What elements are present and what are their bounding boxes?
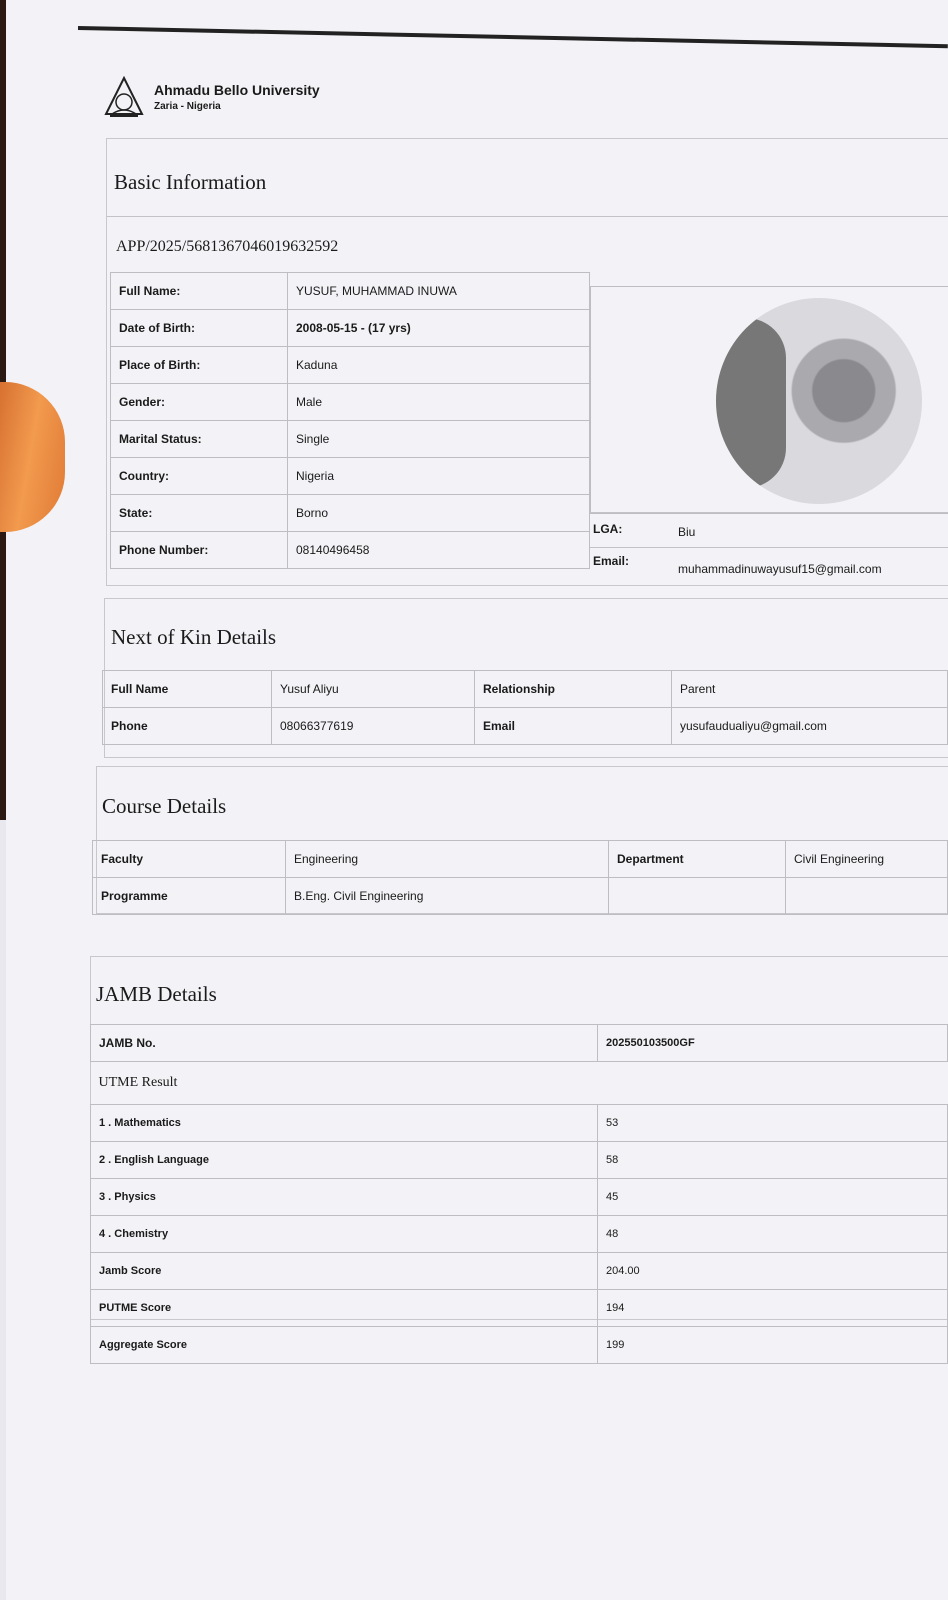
email-field xyxy=(593,554,629,568)
programme-value: B.Eng. Civil Engineering xyxy=(286,878,609,915)
kin-phone-value: 08066377619 xyxy=(272,708,475,745)
table-row xyxy=(111,532,590,569)
lga-value: Biu xyxy=(678,525,696,539)
jamb-no-label: JAMB No. xyxy=(91,1025,598,1062)
university-crest-icon xyxy=(104,76,144,118)
result-label: Jamb Score xyxy=(91,1253,598,1290)
table-row xyxy=(111,310,590,347)
programme-label: Programme xyxy=(93,878,286,915)
department-label: Department xyxy=(609,841,786,878)
course-details-title: Course Details xyxy=(102,794,227,818)
kin-email-value: yusufaudualiyu@gmail.com xyxy=(672,708,948,745)
table-row xyxy=(91,1142,948,1179)
result-label: 3 . Physics xyxy=(91,1179,598,1216)
kin-relationship-label: Relationship xyxy=(475,671,672,708)
university-location: Zaria - Nigeria xyxy=(154,101,221,112)
table-row xyxy=(111,458,590,495)
result-label: PUTME Score xyxy=(91,1290,598,1327)
table-row xyxy=(103,708,948,745)
table-row xyxy=(91,1327,948,1364)
full-name-label: Full Name: xyxy=(111,273,288,310)
place-of-birth-value: Kaduna xyxy=(288,347,590,384)
kin-full-name-label: Full Name xyxy=(103,671,272,708)
gender-value: Male xyxy=(288,384,590,421)
lga-label: LGA: xyxy=(593,522,623,536)
jamb-details-title: JAMB Details xyxy=(96,982,217,1006)
table-row xyxy=(111,421,590,458)
result-label: 2 . English Language xyxy=(91,1142,598,1179)
phone-number-label: Phone Number: xyxy=(111,532,288,569)
table-row xyxy=(91,1025,948,1062)
result-value: 48 xyxy=(598,1216,948,1253)
email-label: Email: xyxy=(593,554,630,568)
table-row xyxy=(93,841,948,878)
basic-information-title: Basic Information xyxy=(114,170,267,194)
table-row xyxy=(111,384,590,421)
dob-value: 2008-05-15 - (17 yrs) xyxy=(288,310,590,347)
application-id: APP/2025/5681367046019632592 xyxy=(116,238,339,255)
result-value: 199 xyxy=(598,1327,948,1364)
table-row xyxy=(91,1179,948,1216)
table-row xyxy=(111,273,590,310)
faculty-label: Faculty xyxy=(93,841,286,878)
kin-full-name-value: Yusuf Aliyu xyxy=(272,671,475,708)
country-value: Nigeria xyxy=(288,458,590,495)
table-row xyxy=(91,1290,948,1327)
table-row xyxy=(111,495,590,532)
table-row xyxy=(91,1253,948,1290)
kin-relationship-value: Parent xyxy=(672,671,948,708)
table-row xyxy=(91,1062,948,1105)
divider xyxy=(590,512,948,513)
university-name: Ahmadu Bello University xyxy=(154,82,320,98)
full-name-value: YUSUF, MUHAMMAD INUWA xyxy=(288,273,590,310)
course-details-table xyxy=(92,840,948,915)
result-value: 204.00 xyxy=(598,1253,948,1290)
marital-status-value: Single xyxy=(288,421,590,458)
lga-field xyxy=(593,522,622,536)
phone-number-value: 08140496458 xyxy=(288,532,590,569)
faculty-value: Engineering xyxy=(286,841,609,878)
result-label: Aggregate Score xyxy=(91,1327,598,1364)
basic-info-table xyxy=(110,272,590,569)
table-row xyxy=(93,878,948,915)
jamb-no-value: 202550103500GF xyxy=(598,1025,948,1062)
result-label: 1 . Mathematics xyxy=(91,1105,598,1142)
next-of-kin-title: Next of Kin Details xyxy=(111,625,277,649)
divider xyxy=(107,216,948,217)
country-label: Country: xyxy=(111,458,288,495)
kin-phone-label: Phone xyxy=(103,708,272,745)
result-value: 53 xyxy=(598,1105,948,1142)
result-value: 194 xyxy=(598,1290,948,1327)
table-row xyxy=(103,671,948,708)
next-of-kin-table xyxy=(102,670,948,745)
jamb-table xyxy=(90,1024,948,1364)
passport-photo xyxy=(716,298,922,504)
email-value: muhammadinuwayusuf15@gmail.com xyxy=(678,562,882,576)
marital-status-label: Marital Status: xyxy=(111,421,288,458)
place-of-birth-label: Place of Birth: xyxy=(111,347,288,384)
utme-result-heading: UTME Result xyxy=(91,1062,948,1105)
kin-email-label: Email xyxy=(475,708,672,745)
table-row xyxy=(91,1216,948,1253)
divider xyxy=(590,547,948,548)
table-row xyxy=(91,1105,948,1142)
state-label: State: xyxy=(111,495,288,532)
table-row xyxy=(111,347,590,384)
state-value: Borno xyxy=(288,495,590,532)
result-value: 45 xyxy=(598,1179,948,1216)
dob-label: Date of Birth: xyxy=(111,310,288,347)
result-value: 58 xyxy=(598,1142,948,1179)
document-header xyxy=(104,76,320,118)
result-label: 4 . Chemistry xyxy=(91,1216,598,1253)
gender-label: Gender: xyxy=(111,384,288,421)
department-value: Civil Engineering xyxy=(786,841,948,878)
